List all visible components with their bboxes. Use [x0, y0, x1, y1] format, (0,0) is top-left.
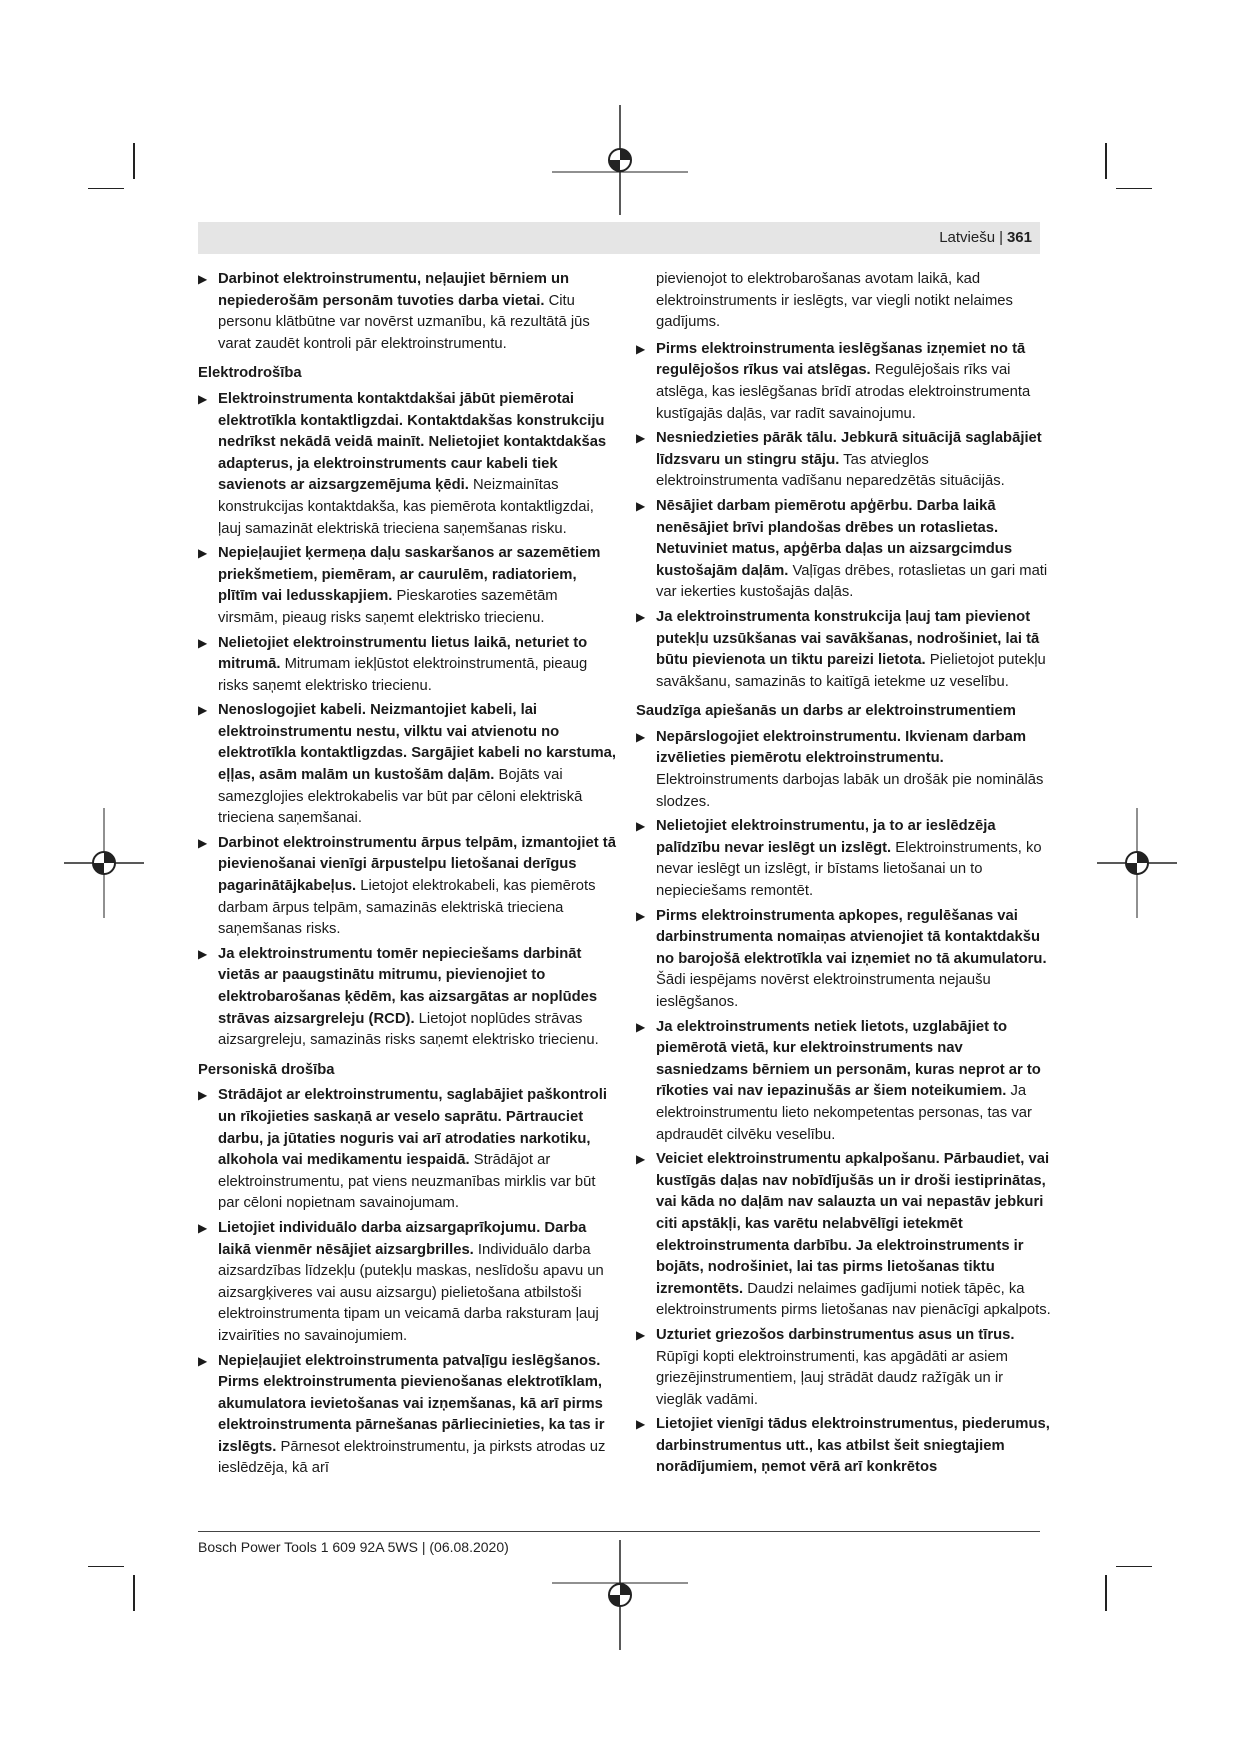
item-bold: Nesniedzieties pārāk tālu. Jebkurā situācijā saglabājiet līdzsvaru un stingru stāju.: [656, 430, 1042, 468]
item-text: Vaļīgas drēbes, rotaslietas un gari mati var iekerties kustošajās daļās.: [656, 562, 1048, 601]
item-bold: Elektroinstrumenta kontaktdakšai jābūt piemērotai elektrotīkla kontaktligzdai. Kontaktdakšas konstrukciju nedrīkst nekādā veidā mainīt. Nelietojiet kontaktdakšas adapterus, ja elektroinstruments caur kabeli tiek savienots ar aizsargzemējuma ķēdi.: [218, 390, 607, 494]
right-column: [636, 269, 1051, 1482]
item-text: Citu personu klātbūtne var novērst uzmanību, kā rezultātā jūs varat zaudēt kontroli pār elektroinstrumentu.: [218, 292, 590, 352]
safety-item: [198, 1218, 618, 1348]
bullet-arrow-icon: ▶: [636, 609, 646, 624]
safety-item: [198, 269, 618, 355]
header-separator: |: [999, 229, 1003, 246]
safety-item: [198, 1085, 618, 1215]
item-bold: Ja elektroinstruments netiek lietots, uzglabājiet to piemērotā vietā, kur elektroinstruments nav sasniedzams bērniem un personām, kuras neprot ar to rīkoties vai nav iepazinušās ar šiem noteikumiem.: [656, 1018, 1041, 1100]
safety-item: [198, 833, 618, 941]
crop-mark: [88, 188, 124, 189]
safety-item: [198, 944, 618, 1052]
item-text: Bojāts vai samezglojies elektrokabelis var būt par cēloni elektriskā trieciena saņemšanai.: [218, 767, 583, 827]
safety-item: [636, 1149, 1051, 1322]
bullet-arrow-icon: ▶: [198, 1353, 208, 1368]
bullet-arrow-icon: ▶: [636, 498, 646, 513]
bullet-arrow-icon: ▶: [636, 908, 646, 923]
crop-mark: [133, 1575, 135, 1611]
footer-text: Bosch Power Tools 1 609 92A 5WS | (06.08.2020): [198, 1539, 509, 1555]
item-bold: Nēsājiet darbam piemērotu apģērbu. Darba laikā nenēsājiet brīvi plandošas drēbes un rotaslietas. Netuviniet matus, apģērba daļas un aizsargcimdus kustošajām daļām.: [656, 497, 1013, 579]
bullet-arrow-icon: ▶: [198, 635, 208, 650]
bullet-arrow-icon: ▶: [198, 272, 208, 286]
section-heading: Elektrodrošība: [198, 365, 302, 382]
bullet-arrow-icon: ▶: [198, 1088, 208, 1103]
crop-mark: [133, 143, 135, 179]
safety-item: [198, 700, 618, 830]
safety-item: [636, 428, 1051, 493]
registration-mark-icon: [1097, 808, 1177, 918]
safety-item: [198, 633, 618, 698]
page-number: 361: [1006, 229, 1032, 246]
item-bold: Nepieļaujiet ķermeņa daļu saskaršanos ar sazemētiem priekšmetiem, piemēram, ar caurulēm, radiatoriem, plītīm vai ledusskapjiem.: [218, 545, 601, 605]
bullet-arrow-icon: ▶: [636, 729, 646, 744]
item-bold: Nelietojiet elektroinstrumentu, ja to ar ieslēdzēja palīdzību nevar ieslēgt un izslēgt.: [656, 818, 996, 856]
bullet-arrow-icon: ▶: [198, 1220, 208, 1235]
item-text: Ja elektroinstrumentu lieto nekompetentas personas, tas var apdraudēt cilvēku veselību.: [656, 1083, 1032, 1143]
bullet-arrow-icon: ▶: [636, 1019, 646, 1034]
crop-mark: [88, 1566, 124, 1567]
page-header: [198, 222, 1040, 254]
item-text: Rūpīgi kopti elektroinstrumenti, kas apgādāti ar asiem griezējinstrumentiem, ļauj strādāt daudz ražīgāk un ir vieglāk vadāmi.: [656, 1348, 1009, 1408]
safety-item: [198, 1351, 618, 1481]
safety-item: [636, 816, 1051, 902]
safety-item: [636, 1414, 1051, 1479]
safety-item: [636, 607, 1051, 693]
item-bold: Nenoslogojiet kabeli. Neizmantojiet kabeli, lai elektroinstrumentu nestu, vilktu vai atvienotu no elektrotīkla kontaktligzdas. Sargājiet kabeli no karstuma, eļļas, asām malām un kustošām daļām.: [218, 702, 617, 784]
item-bold: Darbinot elektroinstrumentu ārpus telpām, izmantojiet tā pievienošanai vienīgi ārpustelpu lietošanai derīgus pagarinātājkabeļus.: [218, 834, 616, 895]
item-text: Lietojot elektrokabeli, kas piemērots darbam ārpus telpām, samazinās elektriskā trieciena saņemšanas risks.: [218, 878, 596, 938]
registration-mark-icon: [64, 808, 144, 918]
safety-item: [198, 389, 618, 540]
item-bold: Pirms elektroinstrumenta apkopes, regulēšanas vai darbinstrumenta nomaiņas atvienojiet tā kontaktdakšu no barojošā elektrotīkla vai izņemiet no tā akumulatoru.: [656, 907, 1047, 967]
item-bold: Lietojiet vienīgi tādus elektroinstrumentus, piederumus, darbinstrumentus utt., kas atbilst šeit sniegtajiem norādījumiem, ņemot vērā arī konkrētos: [656, 1416, 1050, 1476]
item-text: Pārnesot elektroinstrumentu, ja pirksts atrodas uz ieslēdzēja, kā arī: [218, 1438, 606, 1477]
item-bold: Darbinot elektroinstrumentu, neļaujiet bērniem un nepiederošām personām tuvoties darba vietai.: [218, 271, 570, 309]
item-bold: Lietojiet individuālo darba aizsargaprīkojumu. Darba laikā vienmēr nēsājiet aizsargbrilles.: [218, 1219, 587, 1258]
item-bold: Uzturiet griezošos darbinstrumentus asus un tīrus.: [656, 1326, 1015, 1343]
header-language: Latviešu: [939, 229, 996, 246]
item-bold: Nepārslogojiet elektroinstrumentu. Ikvienam darbam izvēlieties piemērotu elektroinstrumentu.: [656, 728, 1027, 767]
item-text: Individuālo darba aizsardzības līdzekļu (putekļu maskas, neslīdošu apavu un aizsargķiveres vai ausu aizsargu) pielietošana atbilstoši elektroinstrumenta tipam un veicamā darba raksturam ļauj izvairīties no savainojumiem.: [218, 1241, 604, 1344]
item-bold: Ja elektroinstrumentu tomēr nepieciešams darbināt vietās ar paaugstinātu mitrumu, pievienojiet to elektrobarošanas ķēdēm, kas aizsargātas ar noplūdes strāvas aizsargreleju (RCD).: [218, 945, 598, 1027]
item-bold: Strādājot ar elektroinstrumentu, saglabājiet paškontroli un rīkojieties saskaņā ar veselo saprātu. Pārtrauciet darbu, ja jūtaties noguris vai arī atrodaties narkotiku, alkohola vai medikamentu iespaidā.: [218, 1087, 607, 1169]
bullet-arrow-icon: ▶: [198, 946, 208, 961]
bullet-arrow-icon: ▶: [636, 1152, 646, 1167]
bullet-arrow-icon: ▶: [636, 431, 646, 446]
item-text: Regulējošais rīks vai atslēga, kas ieslēgšanas brīdī atrodas elektroinstrumenta kustīgajās daļās, var radīt savainojumu.: [656, 362, 1031, 422]
item-text: Strādājot ar elektroinstrumentu, pat viens neuzmanības mirklis var būt par cēloni nopietnam savainojumam.: [218, 1152, 596, 1212]
continuation-text: pievienojot to elektrobarošanas avotam laikā, kad elektroinstruments ir ieslēgts, var viegli notikt nelaimes gadījums.: [656, 271, 1013, 331]
item-text: Tas atvieglos elektroinstrumenta vadīšanu neparedzētās situācijās.: [656, 451, 1005, 490]
bullet-arrow-icon: ▶: [198, 835, 208, 850]
crop-mark: [1116, 188, 1152, 189]
item-bold: Pirms elektroinstrumenta ieslēgšanas izņemiet no tā regulējošos rīkus vai atslēgas.: [656, 340, 1026, 379]
safety-item: [636, 727, 1051, 813]
safety-item: [198, 543, 618, 629]
item-text: Mitrumam iekļūstot elektroinstrumentā, pieaug risks saņemt elektrisko triecienu.: [218, 656, 588, 694]
item-text: Pieskaroties sazemētām virsmām, pieaug risks saņemt elektrisko triecienu.: [218, 588, 558, 626]
item-text: Lietojot noplūdes strāvas aizsargreleju, samazinās risks saņemt elektrisko triecienu.: [218, 1010, 599, 1049]
bullet-arrow-icon: ▶: [636, 819, 646, 834]
section-heading: Saudzīga apiešanās un darbs ar elektroinstrumentiem: [636, 703, 1016, 720]
item-bold: Nepieļaujiet elektroinstrumenta patvaļīgu ieslēgšanos. Pirms elektroinstrumenta pievienošanas elektrotīklam, akumulatora ievietošanas vai izņemšanas, kā arī pirms elektroinstrumenta pārnešanas pārliecinieties, ka tas ir izslēgts.: [218, 1352, 605, 1455]
header-label: [939, 229, 1032, 246]
section-heading: Personiskā drošība: [198, 1061, 335, 1078]
bullet-arrow-icon: ▶: [636, 1327, 646, 1342]
item-bold: Nelietojiet elektroinstrumentu lietus laikā, neturiet to mitrumā.: [218, 634, 588, 673]
bullet-arrow-icon: ▶: [636, 341, 646, 356]
safety-item: [636, 1325, 1051, 1411]
footer-divider: [198, 1531, 1040, 1532]
bullet-arrow-icon: ▶: [636, 1417, 646, 1432]
item-text: Daudzi nelaimes gadījumi notiek tāpēc, ka elektroinstruments pirms lietošanas nav pienācīgi apkalpots.: [656, 1280, 1051, 1319]
item-bold: Ja elektroinstrumenta konstrukcija ļauj tam pievienot putekļu uzsūkšanas vai savākšanas, nodrošiniet, lai tā būtu pievienota un tiktu pareizi lietota.: [656, 608, 1040, 669]
safety-item: [636, 339, 1051, 425]
item-bold: Veiciet elektroinstrumentu apkalpošanu. Pārbaudiet, vai kustīgās daļas nav nobīdījušās un ir droši iestiprinātas, vai kāda no daļām nav salauzta un vai nepastāv jebkuri citi apstākļi, kas varētu nelabvēlīgi ietekmēt elektroinstrumenta darbību. Ja elektroinstruments ir bojāts, nodrošiniet, lai tas pirms lietošanas tiktu izremontēts.: [656, 1151, 1050, 1297]
safety-item: [636, 496, 1051, 604]
registration-mark-icon: [552, 1540, 688, 1650]
item-text: Elektroinstruments darbojas labāk un drošāk pie nominālās slodzes.: [656, 772, 1044, 810]
bullet-arrow-icon: ▶: [198, 546, 208, 561]
item-text: Elektroinstruments, ko nevar ieslēgt un izslēgt, ir bīstams lietošanai un to nepieciešams remontēt.: [656, 839, 1042, 900]
item-text: Neizmainītas konstrukcijas kontaktdakša, kas piemērota kontaktligzdai, ļauj samazināt elektriskā trieciena saņemšanas risku.: [218, 477, 594, 537]
registration-mark-icon: [552, 105, 688, 215]
crop-mark: [1116, 1566, 1152, 1567]
item-text: Pielietojot putekļu savākšanu, samazinās to kaitīgā ietekme uz veselību.: [656, 652, 1046, 690]
safety-item: [636, 906, 1051, 1014]
safety-item: [636, 1017, 1051, 1147]
bullet-arrow-icon: ▶: [198, 391, 208, 406]
crop-mark: [1105, 1575, 1107, 1611]
bullet-arrow-icon: ▶: [198, 703, 208, 718]
crop-mark: [1105, 143, 1107, 179]
left-column: [198, 269, 618, 1483]
item-text: Šādi iespējams novērst elektroinstrumenta nejaušu ieslēgšanos.: [656, 972, 991, 1010]
